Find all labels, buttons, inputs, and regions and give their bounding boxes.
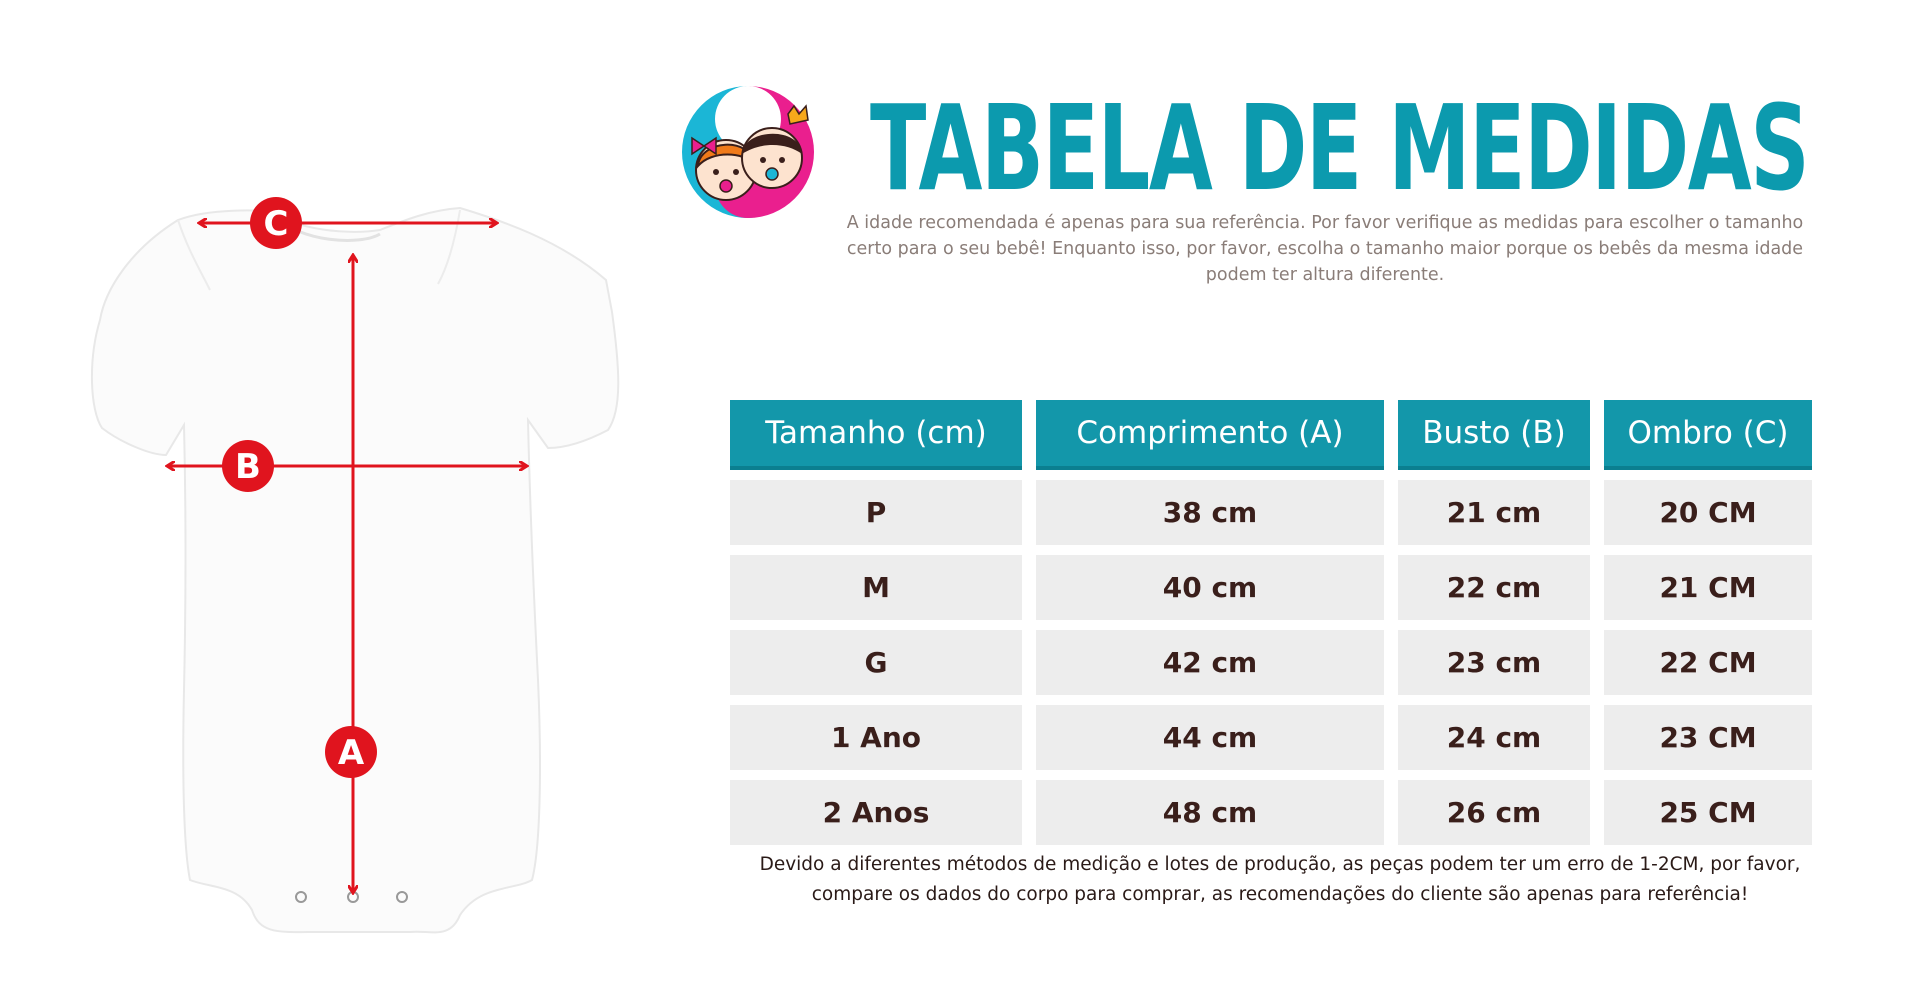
cell-shoulder: 22 CM [1604, 630, 1812, 695]
cell-length: 48 cm [1036, 780, 1384, 845]
cell-shoulder: 20 CM [1604, 480, 1812, 545]
cell-bust: 26 cm [1398, 780, 1590, 845]
cell-size: 1 Ano [730, 705, 1022, 770]
cell-length: 42 cm [1036, 630, 1384, 695]
cell-bust: 21 cm [1398, 480, 1590, 545]
table-row [730, 480, 1812, 545]
cell-length: 38 cm [1036, 480, 1384, 545]
bodysuit-illustration [60, 180, 660, 940]
cell-size: M [730, 555, 1022, 620]
svg-text:C: C [263, 204, 289, 244]
cell-bust: 23 cm [1398, 630, 1590, 695]
bodysuit-outline [92, 208, 618, 932]
marker-b [222, 440, 274, 492]
cell-size: 2 Anos [730, 780, 1022, 845]
bodysuit-diagram [60, 180, 660, 940]
table-row [730, 780, 1812, 845]
table-row [730, 555, 1812, 620]
table-row [730, 705, 1812, 770]
marker-c [250, 197, 302, 249]
cell-bust: 24 cm [1398, 705, 1590, 770]
page-subtitle: A idade recomendada é apenas para sua referência. Por favor verifique as medidas para escolher o tamanho certo para o seu bebê! Enquanto isso, por favor, escolha o tamanho maior porque os bebês da mesma idade podem ter altura diferente. [846, 213, 1804, 285]
svg-text:B: B [235, 447, 261, 487]
page-title: TABELA DE MEDIDAS [870, 79, 1809, 217]
header-shoulder: Ombro (C) [1604, 400, 1812, 470]
header-length: Comprimento (A) [1036, 400, 1384, 470]
cell-length: 40 cm [1036, 555, 1384, 620]
size-table [716, 390, 1826, 855]
brand-logo [668, 78, 828, 224]
marker-a [325, 726, 377, 778]
cell-size: G [730, 630, 1022, 695]
table-row [730, 630, 1812, 695]
disclaimer-note: Devido a diferentes métodos de medição e lotes de produção, as peças podem ter um erro de 1-2CM, por favor, compare os dados do corpo para comprar, as recomendações do cliente são apenas para referência! [759, 854, 1801, 905]
header-bust: Busto (B) [1398, 400, 1590, 470]
cell-shoulder: 23 CM [1604, 705, 1812, 770]
header-size: Tamanho (cm) [730, 400, 1022, 470]
babies-logo-icon [668, 78, 828, 224]
svg-text:A: A [337, 733, 365, 773]
cell-size: P [730, 480, 1022, 545]
cell-length: 44 cm [1036, 705, 1384, 770]
cell-bust: 22 cm [1398, 555, 1590, 620]
table-header-row [730, 400, 1812, 470]
cell-shoulder: 21 CM [1604, 555, 1812, 620]
cell-shoulder: 25 CM [1604, 780, 1812, 845]
